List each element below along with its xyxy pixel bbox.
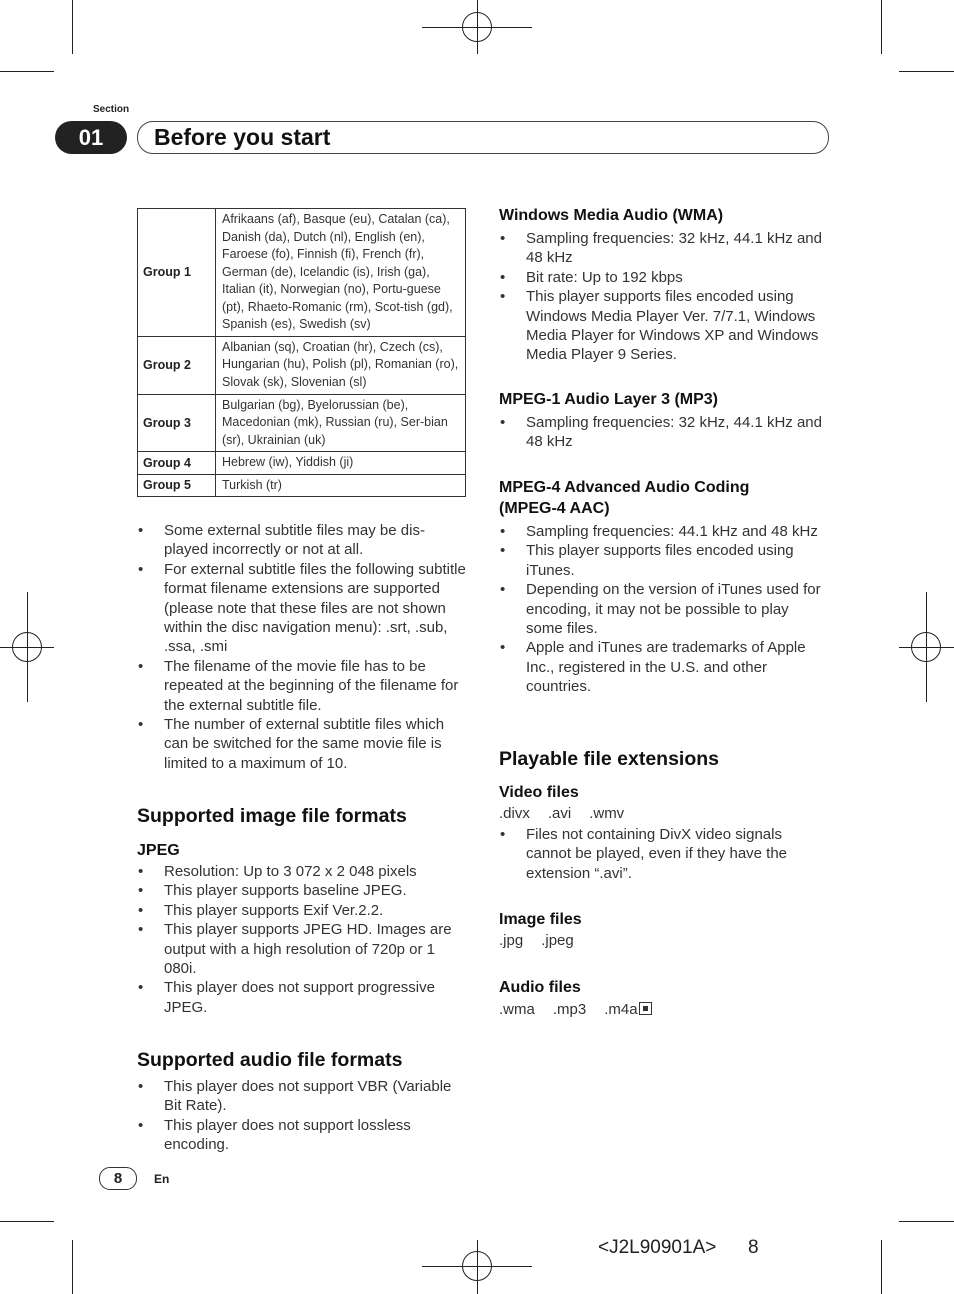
- audio-files-heading: Audio files: [499, 979, 581, 996]
- group-cell: Group 3: [138, 394, 216, 452]
- page-number-badge: 8: [99, 1167, 137, 1190]
- table-row: [138, 209, 466, 337]
- mp3-heading: MPEG-1 Audio Layer 3 (MP3): [499, 391, 718, 408]
- group-cell: Group 1: [138, 209, 216, 337]
- crop-mark: [881, 1240, 882, 1294]
- page-title: Before you start: [154, 124, 331, 150]
- list-item: • The filename of the movie file has to be repeated at the beginning of the filename for the external subtitle file.: [137, 657, 467, 715]
- extension: .m4a: [604, 1001, 638, 1018]
- extension: .divx: [499, 805, 530, 822]
- video-files-heading: Video files: [499, 784, 579, 801]
- list-item: • For external subtitle files the following subtitle format filename extensions are supported (please note that these files are not shown within the disc navigation menu): .srt, .sub, .ssa, .smi: [137, 560, 467, 657]
- language-code: En: [154, 1172, 170, 1186]
- aac-list: [499, 522, 829, 697]
- extension: .avi: [547, 805, 572, 822]
- aac-heading-line2: (MPEG-4 AAC): [499, 500, 610, 517]
- crop-mark: [0, 1221, 54, 1222]
- jpeg-heading: JPEG: [137, 842, 180, 859]
- document-page-number: 8: [748, 1237, 759, 1258]
- languages-cell: Turkish (tr): [216, 474, 466, 497]
- table-row: [138, 336, 466, 394]
- audio-formats-heading: Supported audio file formats: [137, 1049, 403, 1071]
- extension: .mp3: [552, 1001, 587, 1018]
- list-item: • This player supports JPEG HD. Images are output with a high resolution of 720p or 1 080i.: [137, 920, 467, 978]
- audio-formats-list: [137, 1077, 467, 1155]
- list-item: • This player supports Exif Ver.2.2.: [137, 901, 467, 920]
- aac-heading: MPEG-4 Advanced Audio Coding: [499, 479, 750, 496]
- crop-mark: [72, 0, 73, 54]
- audio-extensions: [499, 1001, 670, 1018]
- languages-cell: Bulgarian (bg), Byelorussian (be), Macedonian (mk), Russian (ru), Ser-bian (sr), Ukrainian (uk): [216, 394, 466, 452]
- group-cell: Group 4: [138, 452, 216, 475]
- section-number-badge: 01: [55, 121, 127, 154]
- list-item: • Files not containing DivX video signals cannot be played, even if they have the extension “.avi”.: [499, 825, 829, 883]
- video-extensions: [499, 805, 642, 822]
- list-item: • Bit rate: Up to 192 kbps: [499, 268, 829, 287]
- list-item: • Sampling frequencies: 32 kHz, 44.1 kHz and 48 kHz: [499, 413, 829, 452]
- subtitle-notes-list: [137, 521, 467, 773]
- subtitle-language-table: [137, 208, 466, 497]
- languages-cell: Hebrew (iw), Yiddish (ji): [216, 452, 466, 475]
- list-item: • Some external subtitle files may be dis-played incorrectly or not at all.: [137, 521, 467, 560]
- crop-mark: [0, 71, 54, 72]
- list-item: • The number of external subtitle files which can be switched for the same movie file is limited to a maximum of 10.: [137, 715, 467, 773]
- table-row: [138, 474, 466, 497]
- extension: .wmv: [589, 805, 625, 822]
- crop-mark: [899, 1221, 954, 1222]
- extension: .jpg: [499, 932, 524, 949]
- document-code: <J2L90901A>: [598, 1237, 717, 1258]
- crop-mark: [72, 1240, 73, 1294]
- group-cell: Group 2: [138, 336, 216, 394]
- image-extensions: [499, 932, 592, 949]
- stop-symbol-icon: [639, 1002, 652, 1015]
- crop-mark: [881, 0, 882, 54]
- list-item: • Sampling frequencies: 32 kHz, 44.1 kHz and 48 kHz: [499, 229, 829, 268]
- languages-cell: Afrikaans (af), Basque (eu), Catalan (ca), Danish (da), Dutch (nl), English (en), Faroese (fo), Finnish (fi), French (fr), German (de), Icelandic (is), Irish (ga), Italian (it), Norwegian (no), Portu-guese (pt), Rhaeto-Romanic (rm), Scot-tish (gd), Spanish (es), Swedish (sv): [216, 209, 466, 337]
- mp3-list: [499, 413, 829, 452]
- wma-list: [499, 229, 829, 365]
- list-item: • This player supports files encoded using Windows Media Player Ver. 7/7.1, Windows Media Player for Windows XP and Windows Media Player 9 Series.: [499, 287, 829, 365]
- section-label: Section: [93, 104, 130, 115]
- list-item: • This player does not support lossless encoding.: [137, 1116, 467, 1155]
- image-formats-heading: Supported image file formats: [137, 805, 407, 827]
- image-files-heading: Image files: [499, 911, 582, 928]
- group-cell: Group 5: [138, 474, 216, 497]
- crop-mark: [899, 71, 954, 72]
- table-row: [138, 452, 466, 475]
- wma-heading: Windows Media Audio (WMA): [499, 207, 724, 224]
- list-item: • Depending on the version of iTunes used for encoding, it may not be possible to play some files.: [499, 580, 829, 638]
- table-row: [138, 394, 466, 452]
- languages-cell: Albanian (sq), Croatian (hr), Czech (cs), Hungarian (hu), Polish (pl), Romanian (ro), Slovak (sk), Slovenian (sl): [216, 336, 466, 394]
- list-item: • This player supports files encoded using iTunes.: [499, 541, 829, 580]
- playable-extensions-heading: Playable file extensions: [499, 748, 720, 770]
- video-notes-list: [499, 825, 829, 883]
- extension: .wma: [499, 1001, 535, 1018]
- list-item: • This player does not support VBR (Variable Bit Rate).: [137, 1077, 467, 1116]
- list-item: • This player supports baseline JPEG.: [137, 881, 467, 900]
- jpeg-list: [137, 862, 467, 1017]
- list-item: • Resolution: Up to 3 072 x 2 048 pixels: [137, 862, 467, 881]
- list-item: • Apple and iTunes are trademarks of Apple Inc., registered in the U.S. and other countries.: [499, 638, 829, 696]
- extension: .jpeg: [541, 932, 574, 949]
- list-item: • This player does not support progressive JPEG.: [137, 978, 467, 1017]
- list-item: • Sampling frequencies: 44.1 kHz and 48 kHz: [499, 522, 829, 541]
